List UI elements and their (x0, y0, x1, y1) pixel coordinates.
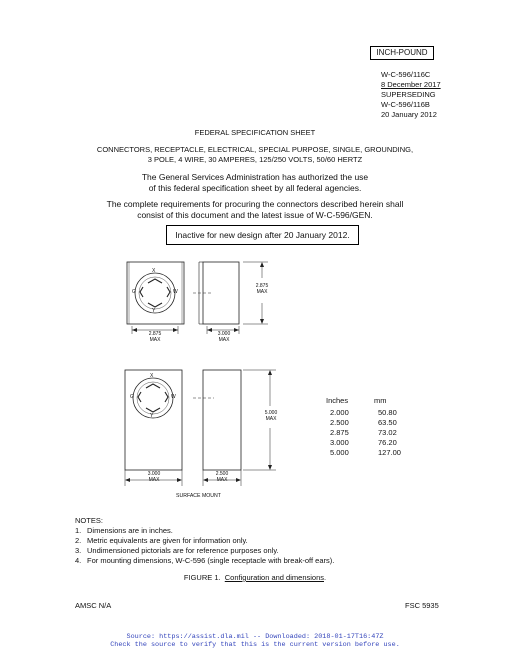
bottom-height-dimension: 5.000 MAX (264, 410, 278, 422)
note-item: 3. Undimensioned pictorials are for reference purposes only. (75, 546, 279, 555)
bottom-width-dimension: 3.000 MAX (147, 471, 161, 483)
document-date: 8 December 2017 (381, 80, 441, 89)
top-depth-dimension: 3.000 MAX (217, 331, 231, 343)
superseded-document-number: W-C-596/116B (381, 100, 430, 109)
notes-heading: NOTES: (75, 516, 103, 525)
table-row: 2.500 63.50 (330, 418, 397, 427)
table-row: 5.000 127.00 (330, 448, 401, 457)
superseding-label: SUPERSEDING (381, 90, 436, 99)
top-terminal-g-label: G (132, 289, 136, 295)
top-terminal-w-label: W (173, 289, 178, 295)
bottom-front-view-box (125, 370, 182, 470)
document-number: W-C-596/116C (381, 70, 431, 79)
table-row: 2.875 73.02 (330, 428, 397, 437)
inches-column-header: Inches (326, 396, 349, 405)
requirements-line-2: consist of this document and the latest issue of W-C-596/GEN. (137, 210, 373, 220)
mm-column-header: mm (374, 396, 387, 405)
conversion-table (326, 396, 420, 458)
note-item: 2. Metric equivalents are given for information only. (75, 536, 248, 545)
top-height-dimension: 2.875 MAX (255, 283, 269, 295)
sheet-title: FEDERAL SPECIFICATION SHEET (194, 128, 316, 137)
amsc-code: AMSC N/A (75, 601, 112, 610)
top-terminal-x-label: X (152, 268, 156, 274)
subject-line-1: CONNECTORS, RECEPTACLE, ELECTRICAL, SPECIAL PURPOSE, SINGLE, GROUNDING, (96, 145, 414, 154)
requirements-line-1: The complete requirements for procuring the connectors described herein shall (106, 199, 404, 209)
source-line-2: Check the source to verify that this is the current version before use. (110, 641, 400, 649)
top-width-dimension: 2.875 MAX (148, 331, 162, 343)
note-item: 1. Dimensions are in inches. (75, 526, 173, 535)
note-item: 4. For mounting dimensions, W-C-596 (single receptacle with break-off ears). (75, 556, 335, 565)
authorization-line-2: of this federal specification sheet by all federal agencies. (148, 183, 362, 193)
bottom-depth-dimension: 2.500 MAX (215, 471, 229, 483)
figure-caption: FIGURE 1. Configuration and dimensions. (183, 573, 327, 582)
notes-section (75, 516, 334, 566)
inch-pound-label: INCH-POUND (370, 46, 434, 60)
bottom-terminal-g-label: G (130, 394, 134, 400)
source-notice (0, 633, 510, 649)
figure-caption-prefix: FIGURE 1. (183, 573, 221, 582)
table-row: 2.000 50.80 (330, 408, 397, 417)
subject-line-2: 3 POLE, 4 WIRE, 30 AMPERES, 125/250 VOLTS, 50/60 HERTZ (147, 155, 363, 164)
source-line-1: Source: https://assist.dla.mil -- Downloaded: 2018-01-17T16:47Z (126, 633, 384, 641)
surface-mount-label: SURFACE MOUNT (176, 493, 221, 499)
table-row: 3.000 76.20 (330, 438, 397, 447)
fsc-code: FSC 5935 (405, 601, 439, 610)
superseded-document-date: 20 January 2012 (381, 110, 437, 119)
figure-caption-text: Configuration and dimensions (224, 573, 324, 582)
bottom-terminal-w-label: W (171, 394, 176, 400)
bottom-terminal-y-label: Y (150, 413, 154, 419)
inactive-notice: Inactive for new design after 20 January 2012. (166, 225, 359, 245)
bottom-terminal-x-label: X (150, 373, 154, 379)
authorization-line-1: The General Services Administration has authorized the use (141, 172, 369, 182)
top-terminal-y-label: Y (152, 308, 156, 314)
conversion-table-header (326, 396, 420, 406)
bottom-side-view-box (203, 370, 241, 470)
